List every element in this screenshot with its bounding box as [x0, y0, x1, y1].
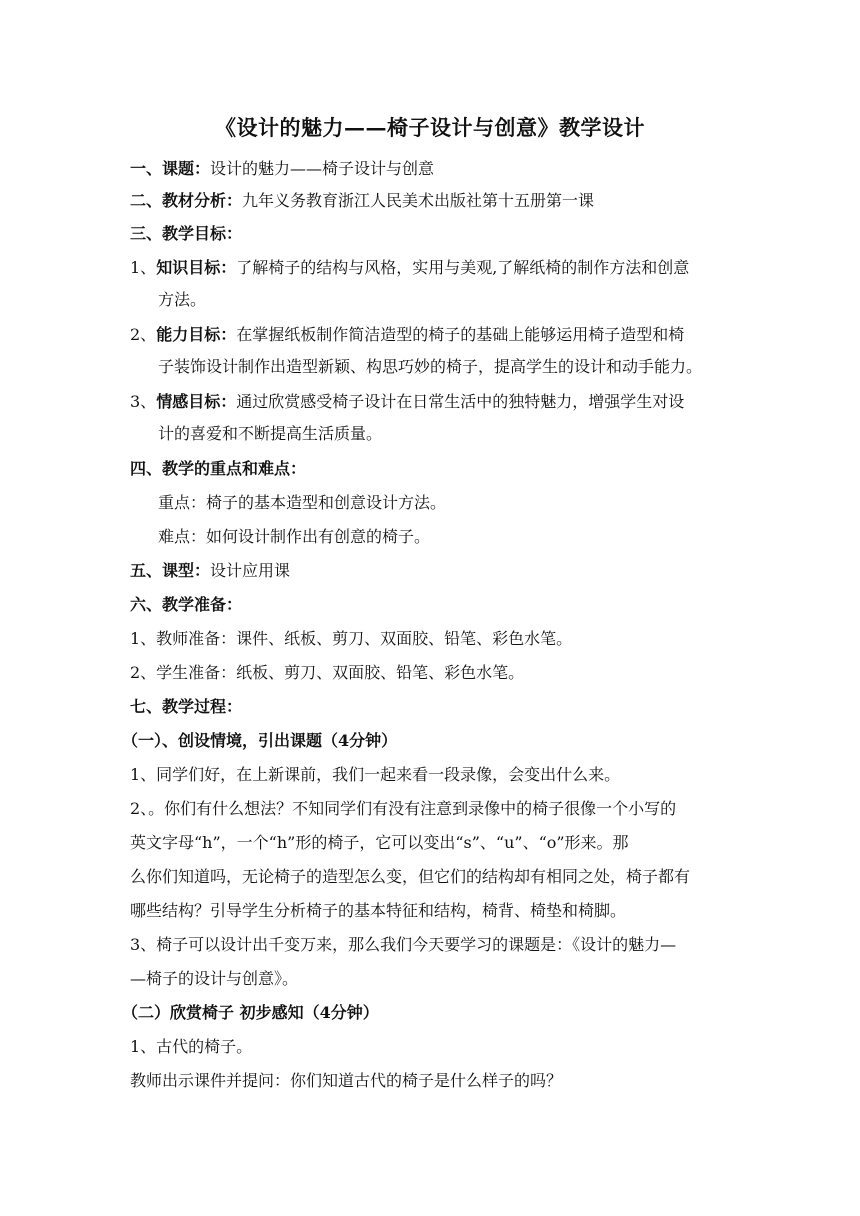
line-para: 1、同学们好，在上新课前，我们一起来看一段录像，会变出什么来。 — [130, 765, 621, 784]
num: 3、 — [130, 392, 157, 411]
line-para: 英文字母“h”，一个“h”形的椅子，它可以变出“s”、“u”、“o”形来。那 — [130, 833, 629, 852]
line-teacher-prep: 1、教师准备：课件、纸板、剪刀、双面胶、铅笔、彩色水笔。 — [130, 629, 573, 648]
num: 2、 — [130, 325, 157, 344]
label: 三、教学目标： — [130, 224, 243, 243]
line-keypoint: 重点：椅子的基本造型和创意设计方法。 — [158, 493, 447, 512]
line-lesson-type — [130, 560, 740, 582]
line-keypoints-heading — [130, 458, 740, 480]
line-textbook — [130, 190, 740, 212]
line-para: 3、椅子可以设计出千变万来，那么我们今天要学习的课题是：《设计的魅力— — [130, 935, 677, 954]
line-step2-heading — [122, 1002, 732, 1024]
label: 情感目标： — [156, 392, 237, 411]
line-topic — [130, 158, 740, 180]
line-para: 么你们知道吗，无论椅子的造型怎么变，但它们的结构却有相同之处，椅子都有 — [130, 867, 691, 886]
line-prep-heading — [130, 594, 740, 616]
num: 1、 — [130, 258, 157, 277]
line-para: 教师出示课件并提问：你们知道古代的椅子是什么样子的吗？ — [130, 1071, 563, 1090]
line-goal-emotion-cont: 计的喜爱和不断提高生活质量。 — [158, 424, 383, 443]
label: 二、教材分析： — [130, 191, 243, 210]
line-goal-ability — [130, 324, 740, 346]
document-title: 《设计的魅力——椅子设计与创意》教学设计 — [215, 115, 645, 140]
label: 四、教学的重点和难点： — [130, 459, 307, 478]
line-para: 哪些结构？引导学生分析椅子的基本特征和结构，椅背、椅垫和椅脚。 — [130, 901, 627, 920]
text: 设计应用课 — [210, 561, 291, 580]
text: 设计的魅力——椅子设计与创意 — [210, 159, 435, 178]
line-para: 2、。你们有什么想法？不知同学们有没有注意到录像中的椅子很像一个小写的 — [130, 799, 677, 818]
line-goal-knowledge-cont: 方法。 — [158, 290, 207, 309]
label: 能力目标： — [156, 325, 237, 344]
label: （一）、创设情境，引出课题（4分钟） — [122, 731, 398, 750]
line-goal-ability-cont: 子装饰设计制作出造型新颖、构思巧妙的椅子，提高学生的设计和动手能力。 — [158, 357, 703, 376]
line-goals-heading — [130, 223, 740, 245]
line-para: 1、古代的椅子。 — [130, 1037, 253, 1056]
text: 九年义务教育浙江人民美术出版社第十五册第一课 — [242, 191, 595, 210]
label: 一、课题： — [130, 159, 211, 178]
label: 五、课型： — [130, 561, 211, 580]
line-para: —椅子的设计与创意》。 — [130, 969, 299, 988]
label: （二）欣赏椅子 初步感知（4分钟） — [122, 1003, 379, 1022]
text: 通过欣赏感受椅子设计在日常生活中的独特魅力，增强学生对设 — [236, 392, 685, 411]
line-process-heading — [130, 696, 740, 718]
label: 七、教学过程： — [130, 697, 243, 716]
text: 了解椅子的结构与风格，实用与美观,了解纸椅的制作方法和创意 — [236, 258, 690, 277]
line-step1-heading — [122, 730, 732, 752]
text: 在掌握纸板制作简洁造型的椅子的基础上能够运用椅子造型和椅 — [236, 325, 685, 344]
line-student-prep: 2、学生准备：纸板、剪刀、双面胶、铅笔、彩色水笔。 — [130, 663, 525, 682]
line-goal-knowledge — [130, 257, 740, 279]
label: 知识目标： — [156, 258, 237, 277]
line-goal-emotion — [130, 391, 740, 413]
label: 六、教学准备： — [130, 595, 243, 614]
line-difficulty: 难点：如何设计制作出有创意的椅子。 — [158, 527, 431, 546]
